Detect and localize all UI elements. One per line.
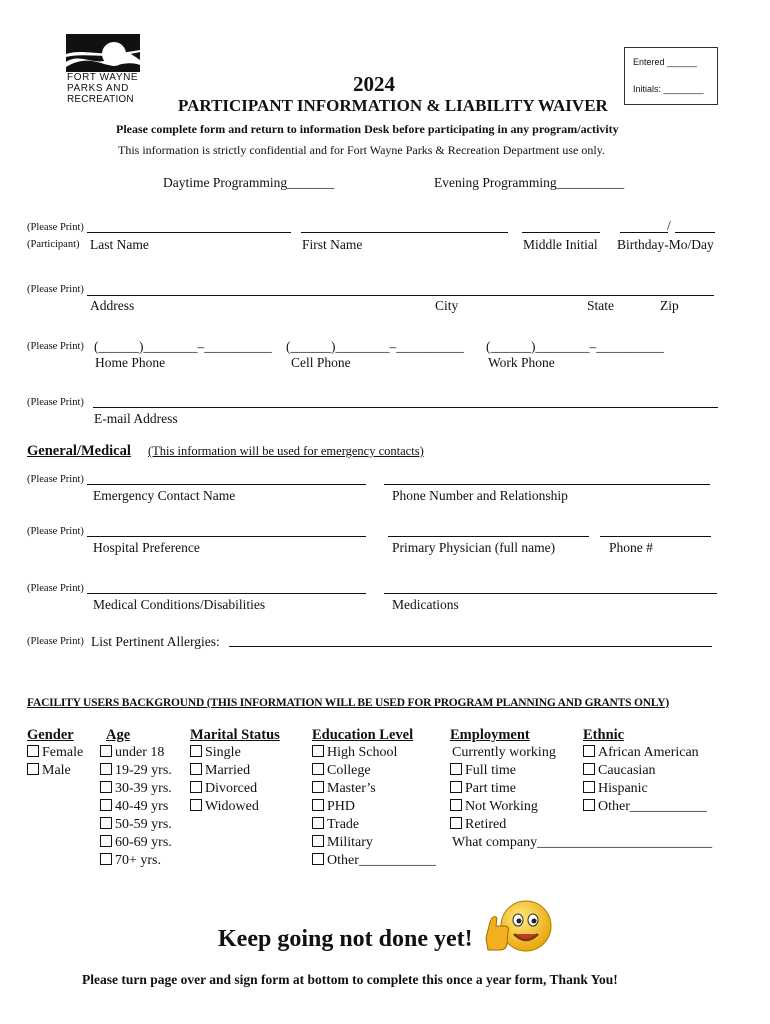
physician-field[interactable]	[388, 536, 589, 537]
email-label: E-mail Address	[94, 411, 178, 426]
allergies-label: List Pertinent Allergies:	[91, 634, 220, 649]
checkbox-label: College	[327, 763, 371, 778]
facility-column-gender	[27, 726, 83, 780]
entered-field: Entered ______	[633, 57, 698, 67]
email-field[interactable]	[93, 407, 718, 408]
checkbox-icon[interactable]	[312, 763, 324, 775]
address-field[interactable]	[87, 295, 714, 296]
please-print-label: (Please Print)	[27, 222, 84, 233]
turn-page-instruction: Please turn page over and sign form at bottom to complete this once a year form, Thank You!	[82, 972, 618, 987]
city-label: City	[435, 298, 459, 313]
daytime-programming[interactable]: Daytime Programming_______	[163, 175, 335, 190]
column-title: Ethnic	[583, 727, 625, 743]
please-print-label: (Please Print)	[27, 397, 84, 408]
checkbox-icon[interactable]	[27, 745, 39, 757]
checkbox-label: High School	[327, 745, 398, 760]
checkbox-icon[interactable]	[583, 781, 595, 793]
checkbox-icon[interactable]	[100, 817, 112, 829]
company-field[interactable]: What company_________________________	[452, 835, 713, 850]
checkbox-option[interactable]	[190, 780, 280, 798]
logo	[66, 34, 142, 106]
checkbox-option[interactable]	[312, 834, 436, 852]
checkbox-option[interactable]	[27, 762, 83, 780]
checkbox-option[interactable]	[583, 762, 707, 780]
checkbox-icon[interactable]	[100, 763, 112, 775]
column-title: Marital Status	[190, 727, 280, 743]
checkbox-label: African American	[598, 745, 699, 760]
last-name-field[interactable]	[87, 232, 291, 233]
checkbox-icon[interactable]	[583, 745, 595, 757]
checkbox-icon[interactable]	[190, 781, 202, 793]
checkbox-option[interactable]	[100, 780, 172, 798]
logo-line3: RECREATION	[67, 94, 134, 105]
checkbox-label: 70+ yrs.	[115, 853, 162, 868]
checkbox-icon[interactable]	[190, 745, 202, 757]
initials-field: Initials: ________	[633, 84, 704, 94]
office-use-box	[624, 47, 718, 105]
cell-phone-field[interactable]: (______)________–__________	[286, 339, 464, 354]
checkbox-option[interactable]	[583, 744, 707, 762]
checkbox-icon[interactable]	[450, 799, 462, 811]
please-print-label: (Please Print)	[27, 583, 84, 594]
form-instruction: Please complete form and return to information Desk before participating in any program/activity	[116, 122, 619, 136]
general-medical-note: (This information will be used for emergency contacts)	[148, 444, 424, 458]
state-label: State	[587, 298, 614, 313]
first-name-field[interactable]	[301, 232, 508, 233]
evening-programming[interactable]: Evening Programming__________	[434, 175, 625, 190]
checkbox-label: Widowed	[205, 799, 259, 814]
checkbox-label: Trade	[327, 817, 360, 832]
birthday-slash: /	[667, 218, 671, 233]
allergies-field[interactable]	[229, 646, 712, 647]
general-medical-heading: General/Medical	[27, 443, 131, 459]
emergency-contact-label: Emergency Contact Name	[93, 488, 236, 503]
facility-column-marital-status	[190, 726, 280, 816]
checkbox-option[interactable]	[100, 744, 172, 762]
checkbox-icon[interactable]	[583, 799, 595, 811]
column-title: Gender	[27, 727, 74, 743]
checkbox-option[interactable]	[312, 816, 436, 834]
checkbox-option[interactable]	[312, 744, 436, 762]
checkbox-label: Retired	[465, 817, 507, 832]
please-print-label: (Please Print)	[27, 341, 84, 352]
checkbox-icon[interactable]	[312, 853, 324, 865]
keep-going-text: Keep going not done yet!	[218, 926, 473, 952]
checkbox-label: Female	[42, 745, 84, 760]
birthday-month-field[interactable]	[620, 232, 668, 233]
checkbox-icon[interactable]	[100, 853, 112, 865]
checkbox-icon[interactable]	[190, 763, 202, 775]
please-print-label: (Please Print)	[27, 636, 84, 647]
confidential-note: This information is strictly confidential and for Fort Wayne Parks & Recreation Department use only.	[118, 143, 605, 157]
checkbox-label: 50-59 yrs.	[115, 817, 172, 832]
checkbox-icon[interactable]	[312, 781, 324, 793]
last-name-label: Last Name	[90, 237, 149, 252]
facility-column-ethnic	[583, 726, 707, 816]
column-title: Age	[106, 727, 131, 743]
medications-label: Medications	[392, 597, 459, 612]
checkbox-icon[interactable]	[100, 745, 112, 757]
checkbox-label: 19-29 yrs.	[115, 763, 172, 778]
checkbox-label: 40-49 yrs	[115, 799, 169, 814]
zip-label: Zip	[660, 298, 679, 313]
emergency-contact-field[interactable]	[87, 484, 366, 485]
checkbox-option[interactable]	[27, 744, 83, 762]
logo-line2: PARKS AND	[67, 83, 129, 94]
work-phone-field[interactable]: (______)________–__________	[486, 339, 664, 354]
checkbox-label: Married	[205, 763, 251, 778]
please-print-label: (Please Print)	[27, 474, 84, 485]
logo-line1: FORT WAYNE	[67, 72, 139, 83]
column-subtitle: Currently working	[452, 745, 556, 760]
checkbox-icon[interactable]	[312, 817, 324, 829]
form-year: 2024	[353, 72, 395, 96]
checkbox-option[interactable]	[312, 852, 436, 870]
physician-phone-field[interactable]	[600, 536, 711, 537]
hospital-field[interactable]	[87, 536, 366, 537]
checkbox-option[interactable]	[190, 744, 280, 762]
physician-label: Primary Physician (full name)	[392, 540, 556, 555]
birthday-day-field[interactable]	[675, 232, 715, 233]
checkbox-icon[interactable]	[450, 763, 462, 775]
checkbox-label: 60-69 yrs.	[115, 835, 172, 850]
cell-phone-label: Cell Phone	[291, 355, 351, 370]
checkbox-label: Master’s	[327, 781, 376, 796]
checkbox-option[interactable]	[583, 798, 707, 816]
work-phone-label: Work Phone	[488, 355, 555, 370]
checkbox-option[interactable]	[100, 852, 172, 870]
checkbox-option[interactable]	[450, 816, 712, 834]
checkbox-label: under 18	[115, 745, 165, 760]
checkbox-icon[interactable]	[312, 835, 324, 847]
checkbox-icon[interactable]	[312, 745, 324, 757]
medications-field[interactable]	[384, 593, 717, 594]
please-print-label: (Please Print)	[27, 284, 84, 295]
participant-tag: (Participant)	[27, 239, 80, 250]
address-label: Address	[90, 298, 135, 313]
middle-initial-field[interactable]	[522, 232, 600, 233]
checkbox-icon[interactable]	[100, 835, 112, 847]
checkbox-icon[interactable]	[100, 799, 112, 811]
conditions-field[interactable]	[87, 593, 366, 594]
checkbox-option[interactable]	[100, 762, 172, 780]
home-phone-field[interactable]: (______)________–__________	[94, 339, 272, 354]
birthday-label: Birthday-Mo/Day	[617, 237, 714, 252]
form-title: PARTICIPANT INFORMATION & LIABILITY WAIVER	[178, 96, 608, 115]
checkbox-label: Divorced	[205, 781, 258, 796]
checkbox-option[interactable]	[312, 780, 436, 798]
thumbs-up-smiley-icon	[480, 898, 554, 960]
checkbox-icon[interactable]	[450, 781, 462, 793]
phone-num-label: Phone #	[609, 540, 653, 555]
phone-relationship-label: Phone Number and Relationship	[392, 488, 568, 503]
checkbox-label: Caucasian	[598, 763, 656, 778]
checkbox-label: Male	[42, 763, 71, 778]
checkbox-icon[interactable]	[312, 799, 324, 811]
checkbox-label: Hispanic	[598, 781, 648, 796]
hospital-label: Hospital Preference	[93, 540, 200, 555]
checkbox-label: Not Working	[465, 799, 538, 814]
checkbox-label: 30-39 yrs.	[115, 781, 172, 796]
checkbox-icon[interactable]	[27, 763, 39, 775]
checkbox-option[interactable]	[312, 798, 436, 816]
checkbox-label: Part time	[465, 781, 516, 796]
phone-relationship-field[interactable]	[384, 484, 710, 485]
facility-column-education-level	[312, 726, 436, 870]
please-print-label: (Please Print)	[27, 526, 84, 537]
checkbox-icon[interactable]	[450, 817, 462, 829]
checkbox-label: Military	[327, 835, 373, 850]
logo-mark	[66, 34, 140, 72]
checkbox-option[interactable]	[190, 798, 280, 816]
checkbox-label: Other___________	[598, 799, 707, 814]
first-name-label: First Name	[302, 237, 363, 252]
checkbox-option[interactable]	[100, 816, 172, 834]
column-title: Education Level	[312, 727, 414, 743]
facility-column-age	[100, 726, 172, 870]
checkbox-label: Full time	[465, 763, 516, 778]
checkbox-option[interactable]	[583, 780, 707, 798]
checkbox-option[interactable]	[100, 798, 172, 816]
middle-initial-label: Middle Initial	[523, 237, 598, 252]
facility-heading: FACILITY USERS BACKGROUND (THIS INFORMATION WILL BE USED FOR PROGRAM PLANNING AND GRANTS ONLY)	[27, 697, 669, 709]
checkbox-label: Single	[205, 745, 241, 760]
home-phone-label: Home Phone	[95, 355, 166, 370]
checkbox-icon[interactable]	[190, 799, 202, 811]
checkbox-option[interactable]	[190, 762, 280, 780]
conditions-label: Medical Conditions/Disabilities	[93, 597, 266, 612]
checkbox-option[interactable]	[312, 762, 436, 780]
checkbox-icon[interactable]	[583, 763, 595, 775]
checkbox-option[interactable]	[100, 834, 172, 852]
checkbox-icon[interactable]	[100, 781, 112, 793]
checkbox-label: Other___________	[327, 853, 436, 868]
checkbox-label: PHD	[327, 799, 356, 814]
column-title: Employment	[450, 727, 530, 743]
